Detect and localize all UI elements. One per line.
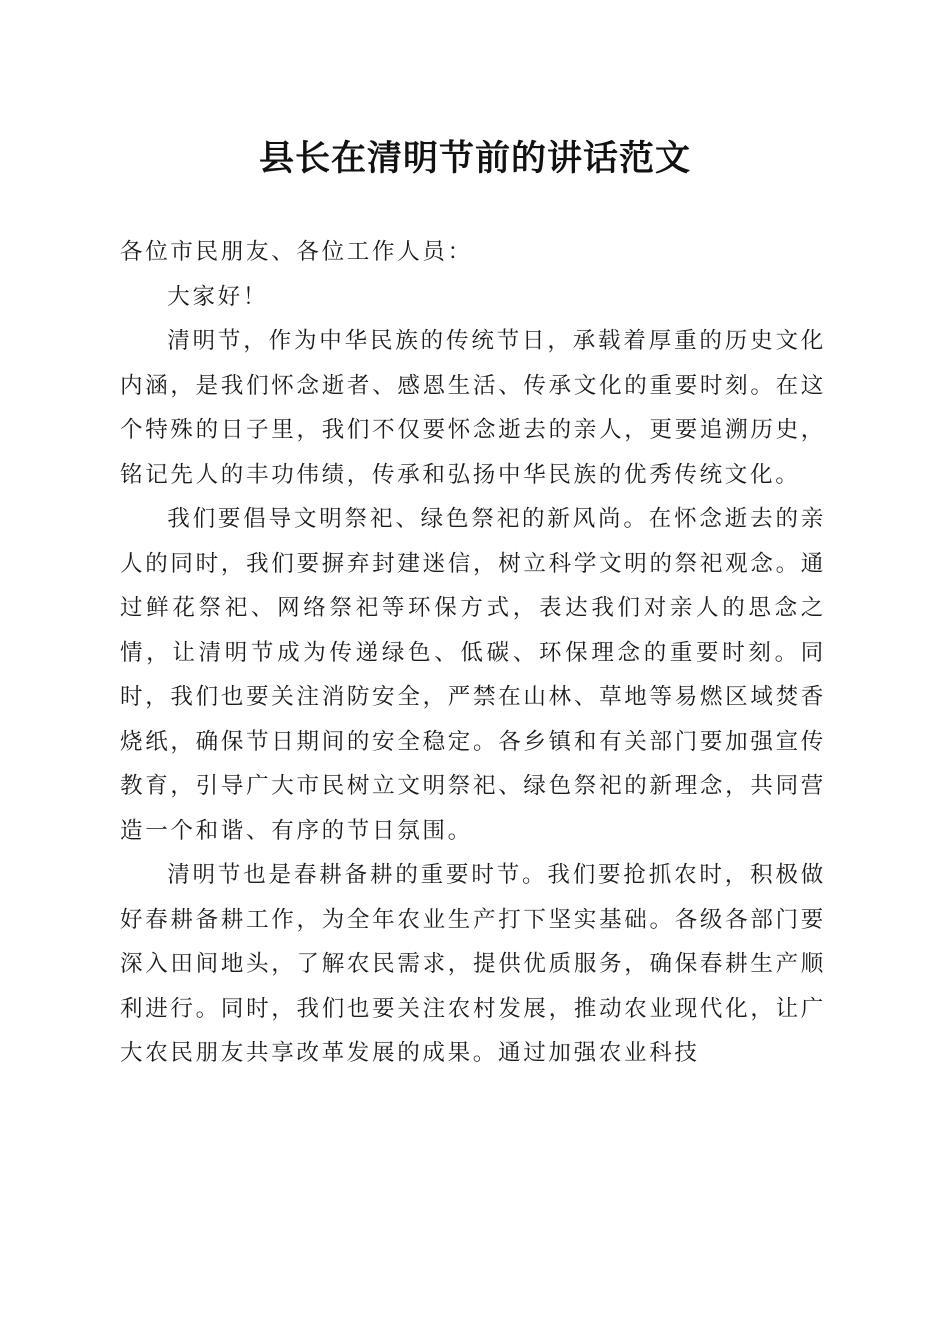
document-title: 县长在清明节前的讲话范文 bbox=[258, 138, 691, 179]
paragraph: 清明节也是春耕备耕的重要时节。我们要抢抓农时，积极做好春耕备耕工作，为全年农业生产打下坚实基础。各级各部门要深入田间地头，了解农民需求，提供优质服务，确保春耕生产顺利进行。同时，我们也要关注农村发展，推动农业现代化，让广大农民朋友共享改革发展的成果。通过加强农业科技 bbox=[120, 862, 826, 1066]
document-body bbox=[120, 230, 826, 1076]
salutation: 各位市民朋友、各位工作人员： bbox=[120, 239, 473, 265]
paragraph: 清明节，作为中华民族的传统节日，承载着厚重的历史文化内涵，是我们怀念逝者、感恩生活、传承文化的重要时刻。在这个特殊的日子里，我们不仅要怀念逝去的亲人，更要追溯历史，铭记先人的丰功伟绩，传承和弘扬中华民族的优秀传统文化。 bbox=[120, 328, 826, 488]
paragraph-greeting: 大家好！ bbox=[167, 283, 269, 310]
paragraph: 我们要倡导文明祭祀、绿色祭祀的新风尚。在怀念逝去的亲人的同时，我们要摒弃封建迷信，树立科学文明的祭祀观念。通过鲜花祭祀、网络祭祀等环保方式，表达我们对亲人的思念之情，让清明节成为传递绿色、低碳、环保理念的重要时刻。同时，我们也要关注消防安全，严禁在山林、草地等易燃区域焚香烧纸，确保节日期间的安全稳定。各乡镇和有关部门要加强宣传教育，引导广大市民树立文明祭祀、绿色祭祀的新理念，共同营造一个和谐、有序的节日氛围。 bbox=[120, 506, 826, 844]
